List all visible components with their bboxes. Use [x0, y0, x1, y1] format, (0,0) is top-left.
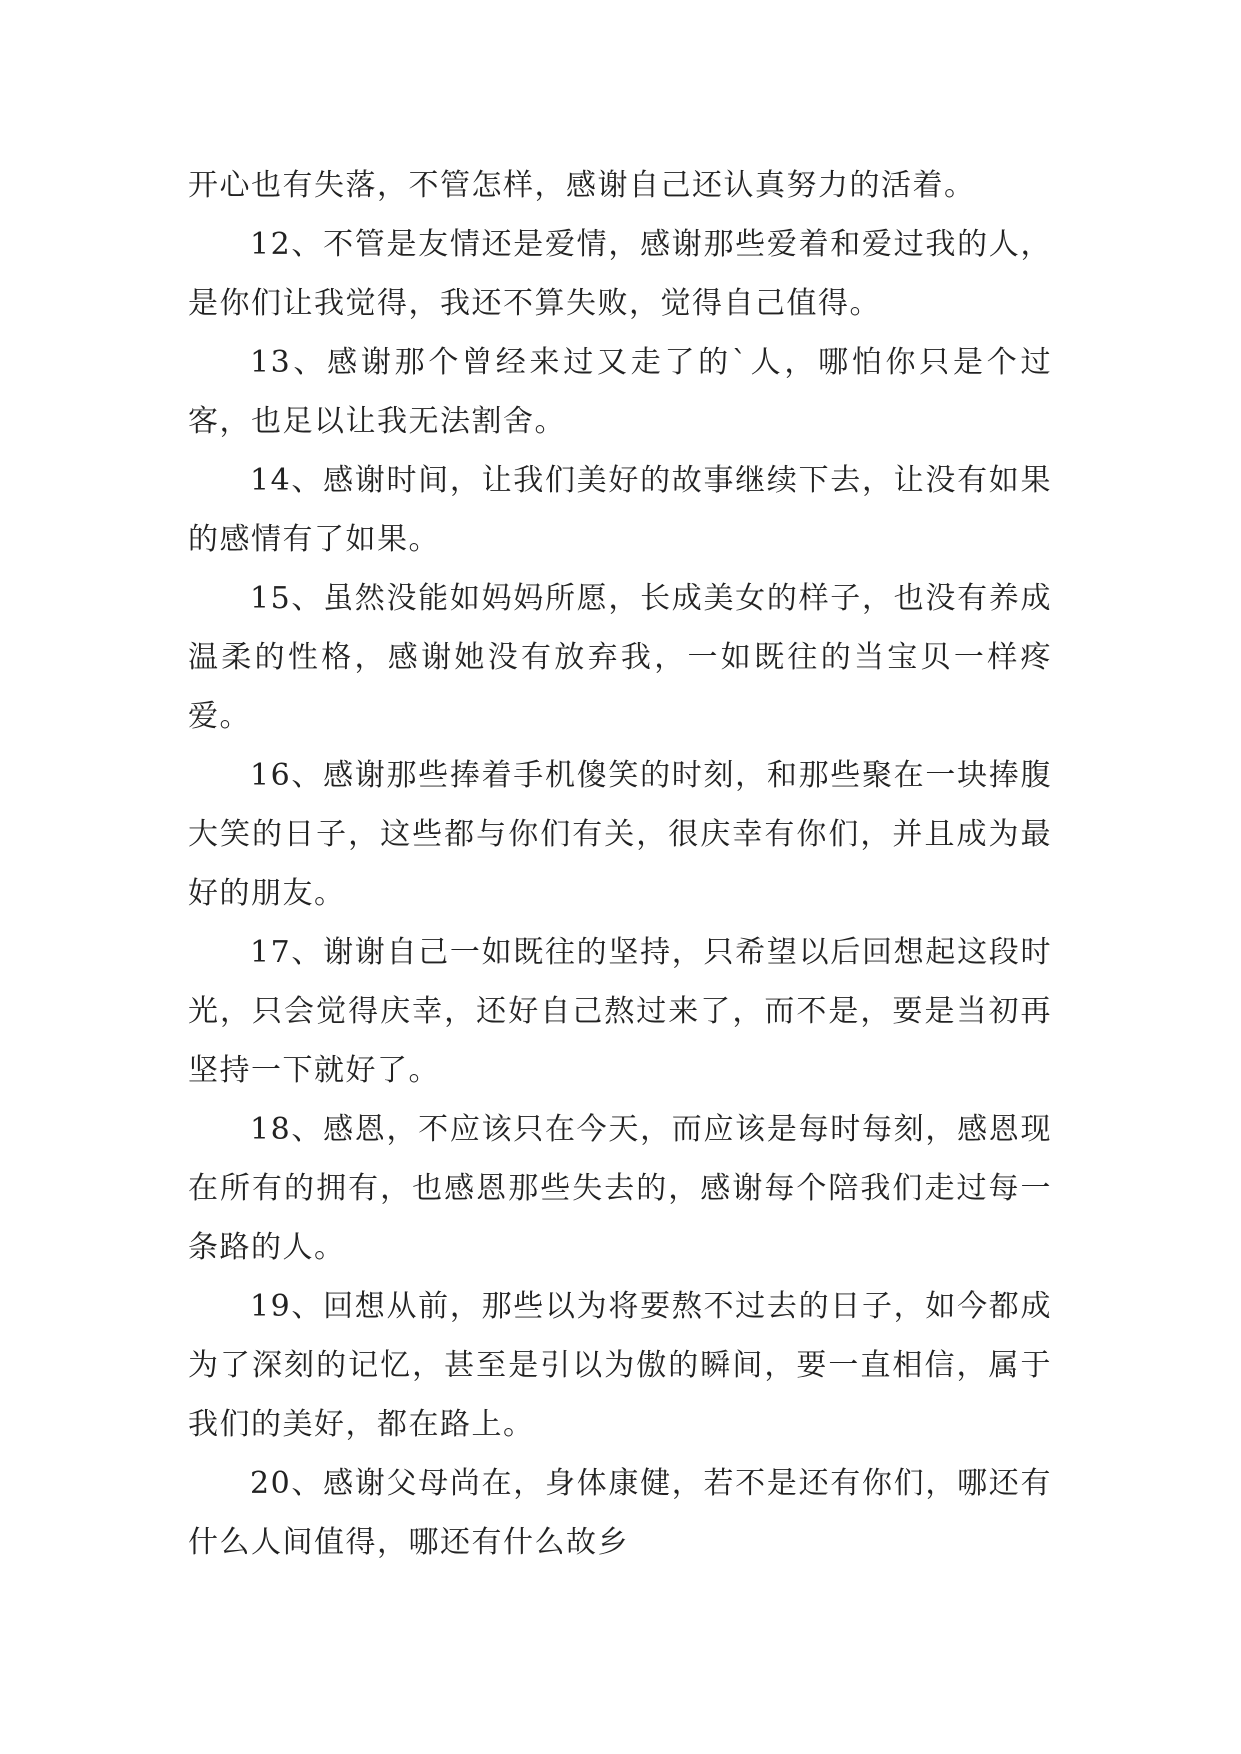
paragraph-continuation: 开心也有失落，不管怎样，感谢自己还认真努力的活着。: [188, 168, 976, 203]
paragraph-15: 15、虽然没能如妈妈所愿，长成美女的样子，也没有养成温柔的性格，感谢她没有放弃我，一如既往的当宝贝一样疼爱。: [188, 581, 1052, 734]
paragraph-13: 13、感谢那个曾经来过又走了的`人，哪怕你只是个过客，也足以让我无法割舍。: [188, 345, 1052, 439]
paragraph-14: 14、感谢时间，让我们美好的故事继续下去，让没有如果的感情有了如果。: [188, 463, 1052, 557]
paragraph-19: 19、回想从前，那些以为将要熬不过去的日子，如今都成为了深刻的记忆，甚至是引以为傲的瞬间，要一直相信，属于我们的美好，都在路上。: [188, 1289, 1052, 1442]
paragraph-18: 18、感恩，不应该只在今天，而应该是每时每刻，感恩现在所有的拥有，也感恩那些失去的，感谢每个陪我们走过每一条路的人。: [188, 1112, 1052, 1265]
document-body: [188, 156, 1052, 1572]
paragraph-12: 12、不管是友情还是爱情，感谢那些爱着和爱过我的人，是你们让我觉得，我还不算失败，觉得自己值得。: [188, 227, 1052, 321]
paragraph-17: 17、谢谢自己一如既往的坚持，只希望以后回想起这段时光，只会觉得庆幸，还好自己熬过来了，而不是，要是当初再坚持一下就好了。: [188, 935, 1052, 1088]
paragraph-20: 20、感谢父母尚在，身体康健，若不是还有你们，哪还有什么人间值得，哪还有什么故乡: [188, 1466, 1052, 1560]
paragraph-16: 16、感谢那些捧着手机傻笑的时刻，和那些聚在一块捧腹大笑的日子，这些都与你们有关，很庆幸有你们，并且成为最好的朋友。: [188, 758, 1052, 911]
